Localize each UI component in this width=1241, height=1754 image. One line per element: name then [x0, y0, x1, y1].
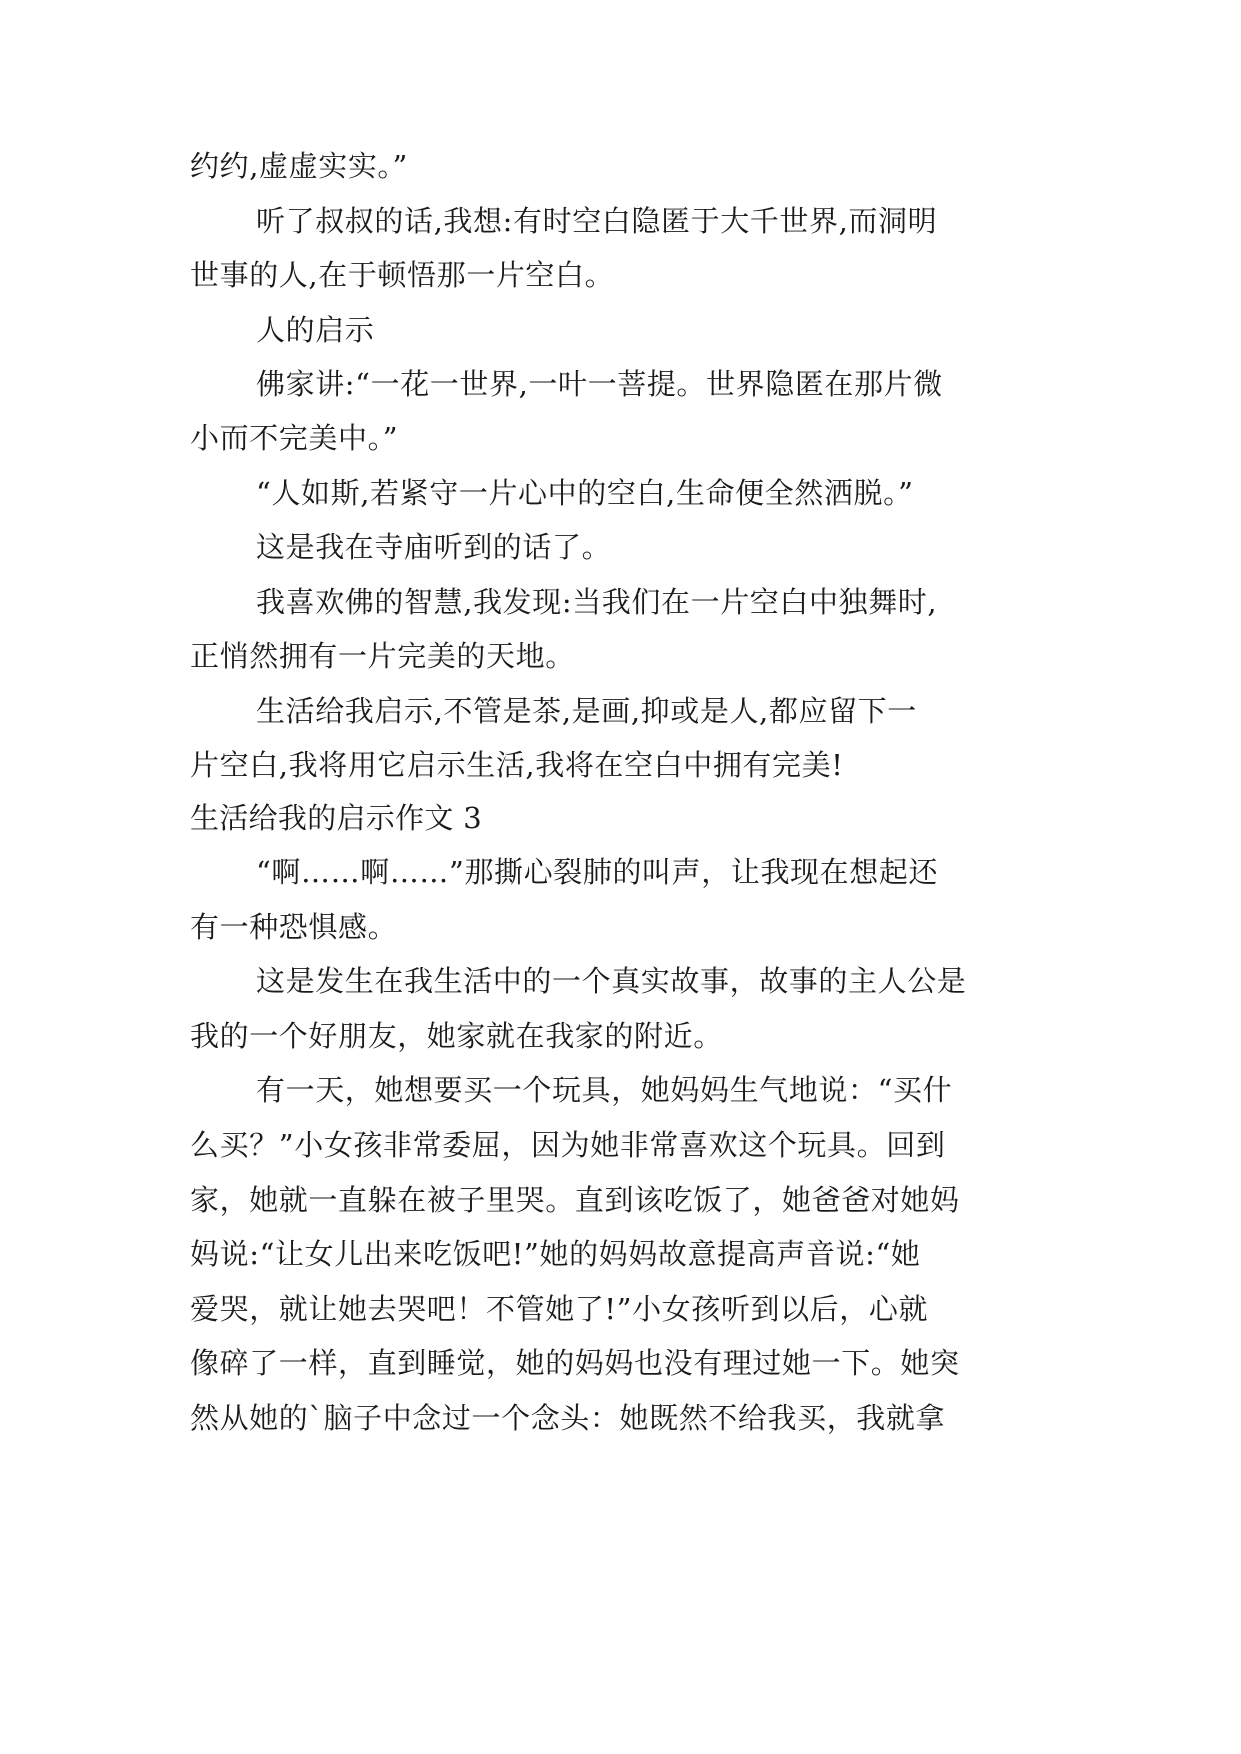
text-line-12: 片空白,我将用它启示生活,我将在空白中拥有完美! — [190, 748, 844, 782]
text-line-16: 这是发生在我生活中的一个真实故事，故事的主人公是 — [256, 964, 967, 998]
text-line-19: 么买？”小女孩非常委屈，因为她非常喜欢这个玩具。回到 — [190, 1128, 946, 1162]
section-title-people: 人的启示 — [256, 313, 375, 347]
essay-title: 生活给我的启示作文 3 — [190, 801, 482, 835]
text-line-22: 爱哭，就让她去哭吧！不管她了!”小女孩听到以后，心就 — [190, 1292, 929, 1326]
text-line-17: 我的一个好朋友，她家就在我家的附近。 — [190, 1019, 723, 1053]
text-line-10: 正悄然拥有一片完美的天地。 — [190, 639, 575, 673]
text-line-14: “啊……啊……”那撕心裂肺的叫声，让我现在想起还 — [256, 855, 939, 889]
text-line-1: 约约,虚虚实实。” — [190, 149, 408, 183]
text-line-11: 生活给我启示,不管是茶,是画,抑或是人,都应留下一 — [256, 694, 917, 728]
text-line-18: 有一天，她想要买一个玩具，她妈妈生气地说：“买什 — [256, 1073, 953, 1107]
text-line-9: 我喜欢佛的智慧,我发现:当我们在一片空白中独舞时, — [256, 585, 938, 619]
text-line-6: 小而不完美中。” — [190, 421, 399, 455]
text-line-24: 然从她的`脑子中念过一个念头：她既然不给我买，我就拿 — [190, 1401, 946, 1435]
text-line-21: 妈说:“让女儿出来吃饭吧!”她的妈妈故意提高声音说:“她 — [190, 1237, 921, 1271]
text-line-15: 有一种恐惧感。 — [190, 910, 398, 944]
text-line-20: 家，她就一直躲在被子里哭。直到该吃饭了，她爸爸对她妈 — [190, 1183, 960, 1217]
text-line-2: 听了叔叔的话,我想:有时空白隐匿于大千世界,而洞明 — [256, 204, 938, 238]
text-line-5: 佛家讲:“一花一世界,一叶一菩提。世界隐匿在那片微 — [256, 367, 943, 401]
text-line-8: 这是我在寺庙听到的话了。 — [256, 530, 612, 564]
text-line-7: “人如斯,若紧守一片心中的空白,生命便全然洒脱。” — [256, 476, 914, 510]
text-line-3: 世事的人,在于顿悟那一片空白。 — [190, 258, 615, 292]
text-line-23: 像碎了一样，直到睡觉，她的妈妈也没有理过她一下。她突 — [190, 1346, 960, 1380]
